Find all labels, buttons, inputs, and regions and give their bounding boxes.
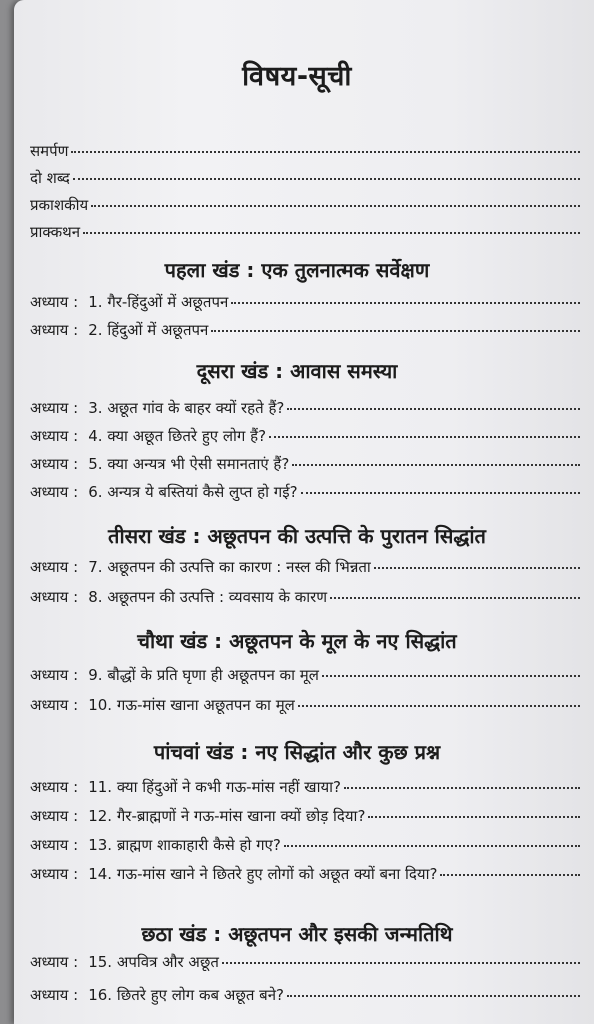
leader-dots — [301, 492, 580, 494]
chapter-number: 10. — [88, 696, 113, 714]
section-heading: चौथा खंड : अछूतपन के मूल के नए सिद्धांत — [137, 629, 457, 653]
toc-entry-label: दो शब्द — [30, 169, 70, 187]
chapter-title: अछूतपन की उत्पत्ति : व्यवसाय के कारण — [107, 588, 328, 606]
leader-dots — [344, 787, 580, 789]
chapter-number: 16. — [88, 986, 113, 1004]
chapter-prefix: अध्याय : — [30, 953, 79, 971]
chapter-number: 13. — [88, 836, 113, 854]
toc-entry-chapter — [30, 695, 580, 715]
chapter-number: 12. — [88, 807, 113, 825]
toc-entry-label: प्रकाशकीय — [30, 196, 89, 214]
chapter-prefix: अध्याय : — [30, 666, 79, 684]
chapter-prefix: अध्याय : — [30, 399, 79, 417]
chapter-title: बौद्धों के प्रति घृणा ही अछूतपन का मूल — [107, 666, 319, 684]
chapter-prefix: अध्याय : — [30, 588, 79, 606]
chapter-title: गऊ-मांस खाना अछूतपन का मूल — [116, 696, 295, 714]
leader-dots — [71, 151, 580, 153]
leader-dots — [73, 178, 580, 180]
chapter-prefix: अध्याय : — [30, 778, 79, 796]
toc-entry-chapter — [30, 426, 580, 446]
section-heading: दूसरा खंड : आवास समस्या — [196, 359, 398, 383]
chapter-title: गैर-हिंदुओं में अछूतपन — [107, 293, 229, 311]
toc-entry-chapter — [30, 398, 580, 418]
leader-dots — [284, 845, 580, 847]
toc-entry-chapter — [30, 557, 580, 577]
chapter-prefix: अध्याय : — [30, 986, 79, 1004]
chapter-number: 15. — [88, 953, 113, 971]
chapter-number: 7. — [88, 558, 103, 576]
section-heading: पांचवां खंड : नए सिद्धांत और कुछ प्रश्न — [153, 740, 441, 764]
toc-entry-chapter — [30, 952, 580, 972]
toc-entry-chapter — [30, 777, 580, 797]
chapter-title: क्या अन्यत्र भी ऐसी समानताएं हैं? — [107, 455, 290, 473]
leader-dots — [222, 962, 580, 964]
chapter-title: अछूत गांव के बाहर क्यों रहते हैं? — [107, 399, 285, 417]
toc-entry-chapter — [30, 587, 580, 607]
chapter-number: 2. — [88, 321, 103, 339]
chapter-prefix: अध्याय : — [30, 696, 79, 714]
toc-entry-front — [30, 195, 580, 215]
leader-dots — [287, 408, 580, 410]
leader-dots — [374, 567, 580, 569]
leader-dots — [330, 597, 580, 599]
chapter-number: 9. — [88, 666, 103, 684]
leader-dots — [292, 464, 580, 466]
chapter-prefix: अध्याय : — [30, 455, 79, 473]
leader-dots — [322, 675, 580, 677]
chapter-prefix: अध्याय : — [30, 865, 79, 883]
leader-dots — [231, 302, 580, 304]
leader-dots — [298, 705, 580, 707]
chapter-number: 5. — [88, 455, 103, 473]
chapter-prefix: अध्याय : — [30, 558, 79, 576]
toc-entry-front — [30, 168, 580, 188]
toc-entry-chapter — [30, 292, 580, 312]
chapter-number: 8. — [88, 588, 103, 606]
toc-entry-chapter — [30, 985, 580, 1005]
toc-entry-front — [30, 141, 580, 161]
chapter-title: अपवित्र और अछूत — [116, 953, 219, 971]
leader-dots — [287, 995, 580, 997]
leader-dots — [440, 874, 580, 876]
leader-dots — [91, 205, 580, 207]
chapter-number: 1. — [88, 293, 103, 311]
section-heading: छठा खंड : अछूतपन और इसकी जन्मतिथि — [141, 922, 453, 946]
toc-entry-label: प्राक्कथन — [30, 223, 81, 241]
toc-entry-chapter — [30, 806, 580, 826]
page-title: विषय-सूची — [242, 61, 352, 92]
chapter-number: 14. — [88, 865, 113, 883]
chapter-title: क्या अछूत छितरे हुए लोग हैं? — [107, 427, 267, 445]
chapter-title: क्या हिंदुओं ने कभी गऊ-मांस नहीं खाया? — [116, 778, 342, 796]
leader-dots — [368, 816, 580, 818]
toc-entry-chapter — [30, 320, 580, 340]
chapter-number: 4. — [88, 427, 103, 445]
chapter-title: गैर-ब्राह्मणों ने गऊ-मांस खाना क्यों छोड़ दिया? — [116, 807, 366, 825]
chapter-title: गऊ-मांस खाने ने छितरे हुए लोगों को अछूत क्यों बना दिया? — [116, 865, 438, 883]
toc-entry-chapter — [30, 665, 580, 685]
toc-entry-chapter — [30, 864, 580, 884]
chapter-title: ब्राह्मण शाकाहारी कैसे हो गए? — [116, 836, 281, 854]
chapter-prefix: अध्याय : — [30, 293, 79, 311]
section-heading: पहला खंड : एक तुलनात्मक सर्वेक्षण — [164, 258, 430, 282]
chapter-title: अन्यत्र ये बस्तियां कैसे लुप्त हो गई? — [107, 483, 298, 501]
chapter-prefix: अध्याय : — [30, 483, 79, 501]
section-heading: तीसरा खंड : अछूतपन की उत्पत्ति के पुरातन सिद्धांत — [108, 524, 486, 548]
chapter-number: 6. — [88, 483, 103, 501]
toc-entry-chapter — [30, 835, 580, 855]
chapter-prefix: अध्याय : — [30, 321, 79, 339]
chapter-prefix: अध्याय : — [30, 807, 79, 825]
chapter-title: अछूतपन की उत्पत्ति का कारण : नस्ल की भिन्नता — [107, 558, 371, 576]
chapter-prefix: अध्याय : — [30, 427, 79, 445]
chapter-title: छितरे हुए लोग कब अछूत बने? — [116, 986, 285, 1004]
leader-dots — [83, 232, 580, 234]
leader-dots — [269, 436, 580, 438]
toc-entry-chapter — [30, 454, 580, 474]
chapter-title: हिंदुओं में अछूतपन — [107, 321, 209, 339]
leader-dots — [211, 330, 580, 332]
chapter-number: 11. — [88, 778, 113, 796]
chapter-number: 3. — [88, 399, 103, 417]
toc-entry-label: समर्पण — [30, 142, 69, 160]
chapter-prefix: अध्याय : — [30, 836, 79, 854]
toc-entry-front — [30, 222, 580, 242]
toc-entry-chapter — [30, 482, 580, 502]
